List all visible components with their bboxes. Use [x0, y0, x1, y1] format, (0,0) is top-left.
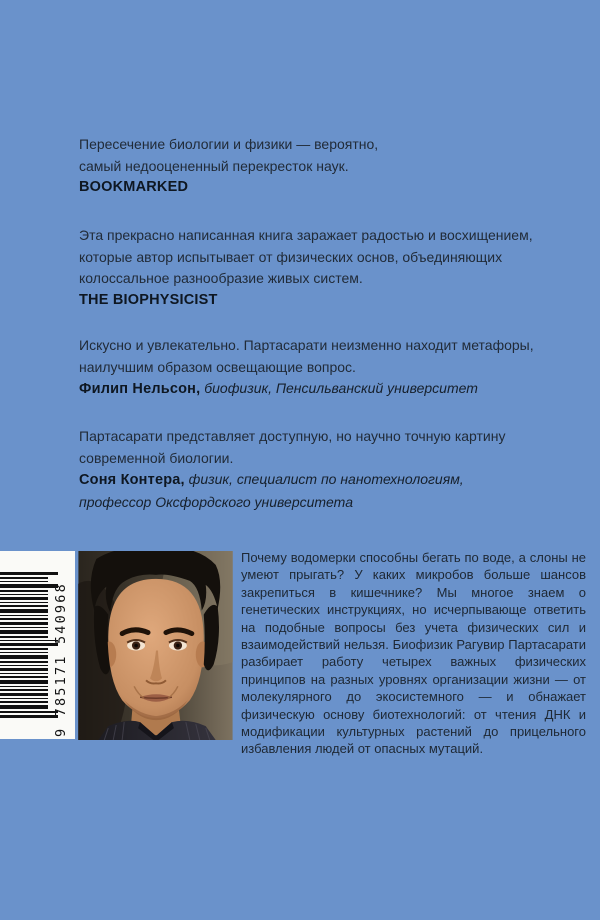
quote-biophysicist	[79, 225, 533, 311]
quote-text-line: колоссальное разнообразие живых систем.	[79, 270, 363, 286]
annotation-text: Почему водомерки способны бегать по воде, а слоны не умеют прыгать? У каких микробов больше шансов закрепиться в кишечнике? Мы многое знаем о генетических инструкциях, но исчерпывающе ответить на подобные вопросы без учета физических сил и взаимодействий нельзя. Биофизик Рагувир Партасарати разбирает работу четырех важных физических принципов на разных уровнях организации жизни — от молекулярного до экосистемного — и обнажает физическую основу биотехнологий: от чтения ДНК и модификации культурных растений до прицельного избавления людей от опасных мутаций.	[241, 550, 586, 757]
barcode-panel	[0, 551, 75, 739]
bottom-section	[0, 550, 600, 757]
quote-text-line: Партасарати представляет доступную, но научно точную картину	[79, 428, 506, 444]
quote-text-line: которые автор испытывает от физических основ, объединяющих	[79, 248, 503, 265]
attribution-name: Соня Контера,	[79, 472, 185, 488]
author-photo	[78, 551, 233, 740]
attribution-name: Филип Нельсон,	[79, 381, 201, 397]
quote-attribution	[79, 378, 515, 401]
isbn-number: 9 785171 540968	[53, 582, 69, 737]
quote-nelson	[79, 335, 534, 401]
attribution-role: биофизик, Пенсильванский университет	[204, 380, 478, 396]
quote-attribution	[79, 469, 515, 513]
quote-text-line: Искусно и увлекательно. Партасарати неизменно находит метафоры,	[79, 337, 534, 353]
author-portrait-illustration	[78, 551, 233, 740]
quote-text-line: современной биологии.	[79, 449, 234, 466]
quote-bookmarked	[79, 134, 515, 199]
quote-text-line: Эта прекрасно написанная книга заражает радостью и восхищением,	[79, 227, 533, 243]
quote-text-line: самый недооцененный перекресток наук.	[79, 157, 349, 174]
attribution-role: физик, специалист по нанотехнологиям, профессор Оксфордского университета	[79, 471, 464, 510]
quote-text-line: Пересечение биологии и физики — вероятно,	[79, 136, 379, 152]
quote-contera	[79, 426, 515, 513]
quote-text-line: наилучшим образом освещающие вопрос.	[79, 358, 356, 375]
quote-attribution: BOOKMARKED	[79, 179, 189, 195]
quote-attribution: THE BIOPHYSICIST	[79, 291, 218, 308]
